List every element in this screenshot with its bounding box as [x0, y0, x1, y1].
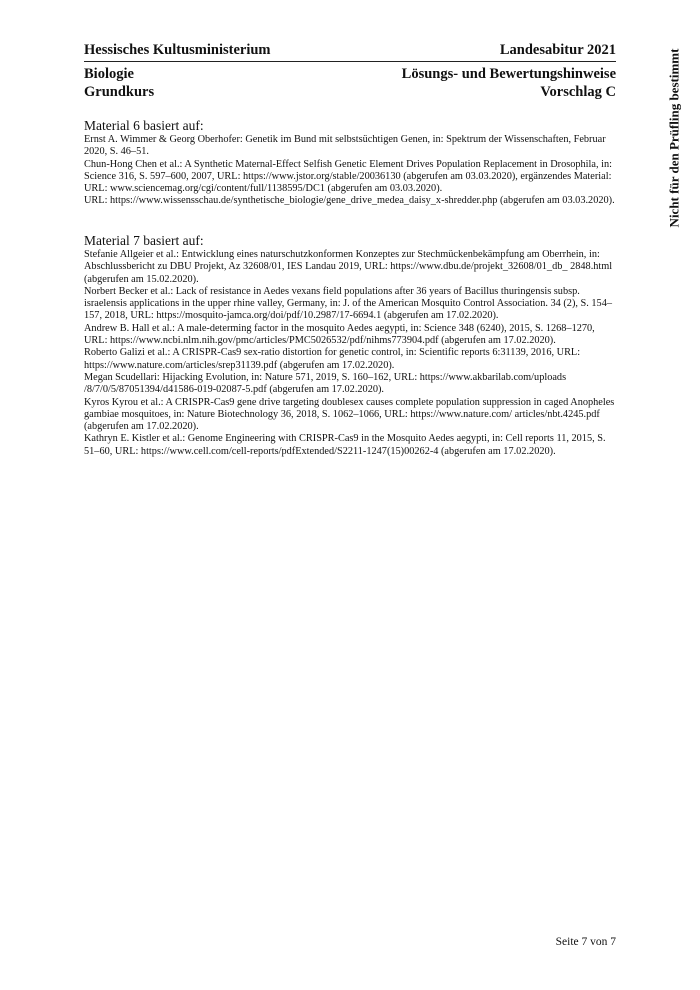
subject-name: Biologie — [84, 66, 134, 82]
side-note-text: Nicht für den Prüfling bestimmt — [666, 48, 681, 228]
material-7-heading: Material 7 basiert auf: — [84, 233, 204, 248]
reference-entry: Ernst A. Wimmer & Georg Oberhofer: Genetik im Bund mit selbstsüchtigen Genen, in: Spektrum der Wissenschaften, Februar 2020, S. 46–51. — [84, 134, 606, 158]
reference-entry: Kyros Kyrou et al.: A CRISPR-Cas9 gene drive targeting doublesex causes complete population suppression in caged Anopheles gambiae mosquitoes, in: Nature Biotechnology 36, 2018, S. 1062–1066, URL: https://www.nature.com/ articles/nbt.4245.pdf (abgerufen am 17.02.2020). — [84, 396, 615, 433]
page-number: Seite 7 von 7 — [555, 936, 616, 948]
material-6-section — [84, 118, 616, 208]
document-type-block — [402, 66, 616, 101]
header-divider — [84, 61, 616, 62]
reference-entry: Megan Scudellari: Hijacking Evolution, in: Nature 571, 2019, S. 160–162, URL: https://www.akbarilab.com/uploads /8/7/0/5/87051394/d41586-019-02087-5.pdf (abgerufen am 17.02.2020). — [84, 371, 567, 396]
reference-entry: Roberto Galizi et al.: A CRISPR-Cas9 sex-ratio distortion for genetic control, in: Scientific reports 6:31139, 2016, URL: https://www.nature.com/articles/srep31139.pdf (abgerufen am 17.02.2020). — [84, 347, 581, 371]
document-type: Lösungs- und Bewertungshinweise — [401, 66, 616, 82]
subject-block — [84, 66, 154, 101]
material-6-heading: Material 6 basiert auf: — [84, 118, 204, 133]
reference-entry: Andrew B. Hall et al.: A male-determing factor in the mosquito Aedes aegypti, in: Science 348 (6240), 2015, S. 1268–1270, URL: https://www.ncbi.nlm.nih.gov/pmc/articles/PMC5026532/pdf/nihms773904.pdf (abgerufen am 17.02.2020). — [84, 322, 595, 347]
page-header — [84, 42, 616, 59]
reference-entry: Norbert Becker et al.: Lack of resistance in Aedes vexans field populations after 36 years of Bacillus thuringensis subsp. israelensis applications in the upper rhine valley, Germany, in: J. of the American Mosquito Control Association. 34 (2), S. 154–157, 2018, URL: https://mosquito-jamca.org/doi/pdf/10.2987/17-6694.1 (abgerufen am 17.02.2020). — [84, 285, 613, 322]
reference-entry: URL: https://www.wissensschau.de/synthetische_biologie/gene_drive_medea_daisy_x-shredder.php (abgerufen am 03.03.2020). — [84, 195, 615, 207]
ministry-name: Hessisches Kultusministerium — [84, 42, 271, 58]
exam-title: Landesabitur 2021 — [499, 42, 616, 58]
reference-entry: Stefanie Allgeier et al.: Entwicklung eines naturschutzkonformen Konzeptes zur Stechmückenbekämpfung am Oberrhein, in: Abschlussbericht zu DBU Projekt, Az 32608/01, IES Landau 2019, URL: https://www.dbu.de/projekt_32608/01_db_ 2848.html (abgerufen am 15.02.2020). — [84, 249, 613, 285]
reference-entry: Kathryn E. Kistler et al.: Genome Engineering with CRISPR-Cas9 in the Mosquito Aedes aegypti, in: Cell reports 11, 2015, S. 51–60, URL: https://www.cell.com/cell-reports/pdfExtended/S2211-1247(15)00262-4 (abgerufen am 17.02.2020). — [84, 433, 606, 457]
proposal-label: Vorschlag C — [540, 83, 616, 100]
reference-entry: Chun-Hong Chen et al.: A Synthetic Maternal-Effect Selfish Genetic Element Drives Population Replacement in Drosophila, in: Science 316, S. 597–600, 2007, URL: https://www.jstor.org/stable/20036130 (abgerufen am 03.03.2020), ergänzendes Material: URL: www.sciencemag.org/cgi/content/full/1138595/DC1 (abgerufen am 03.03.2020). — [84, 158, 612, 195]
course-level: Grundkurs — [84, 83, 155, 100]
side-note — [663, 38, 685, 238]
material-7-section — [84, 233, 616, 458]
